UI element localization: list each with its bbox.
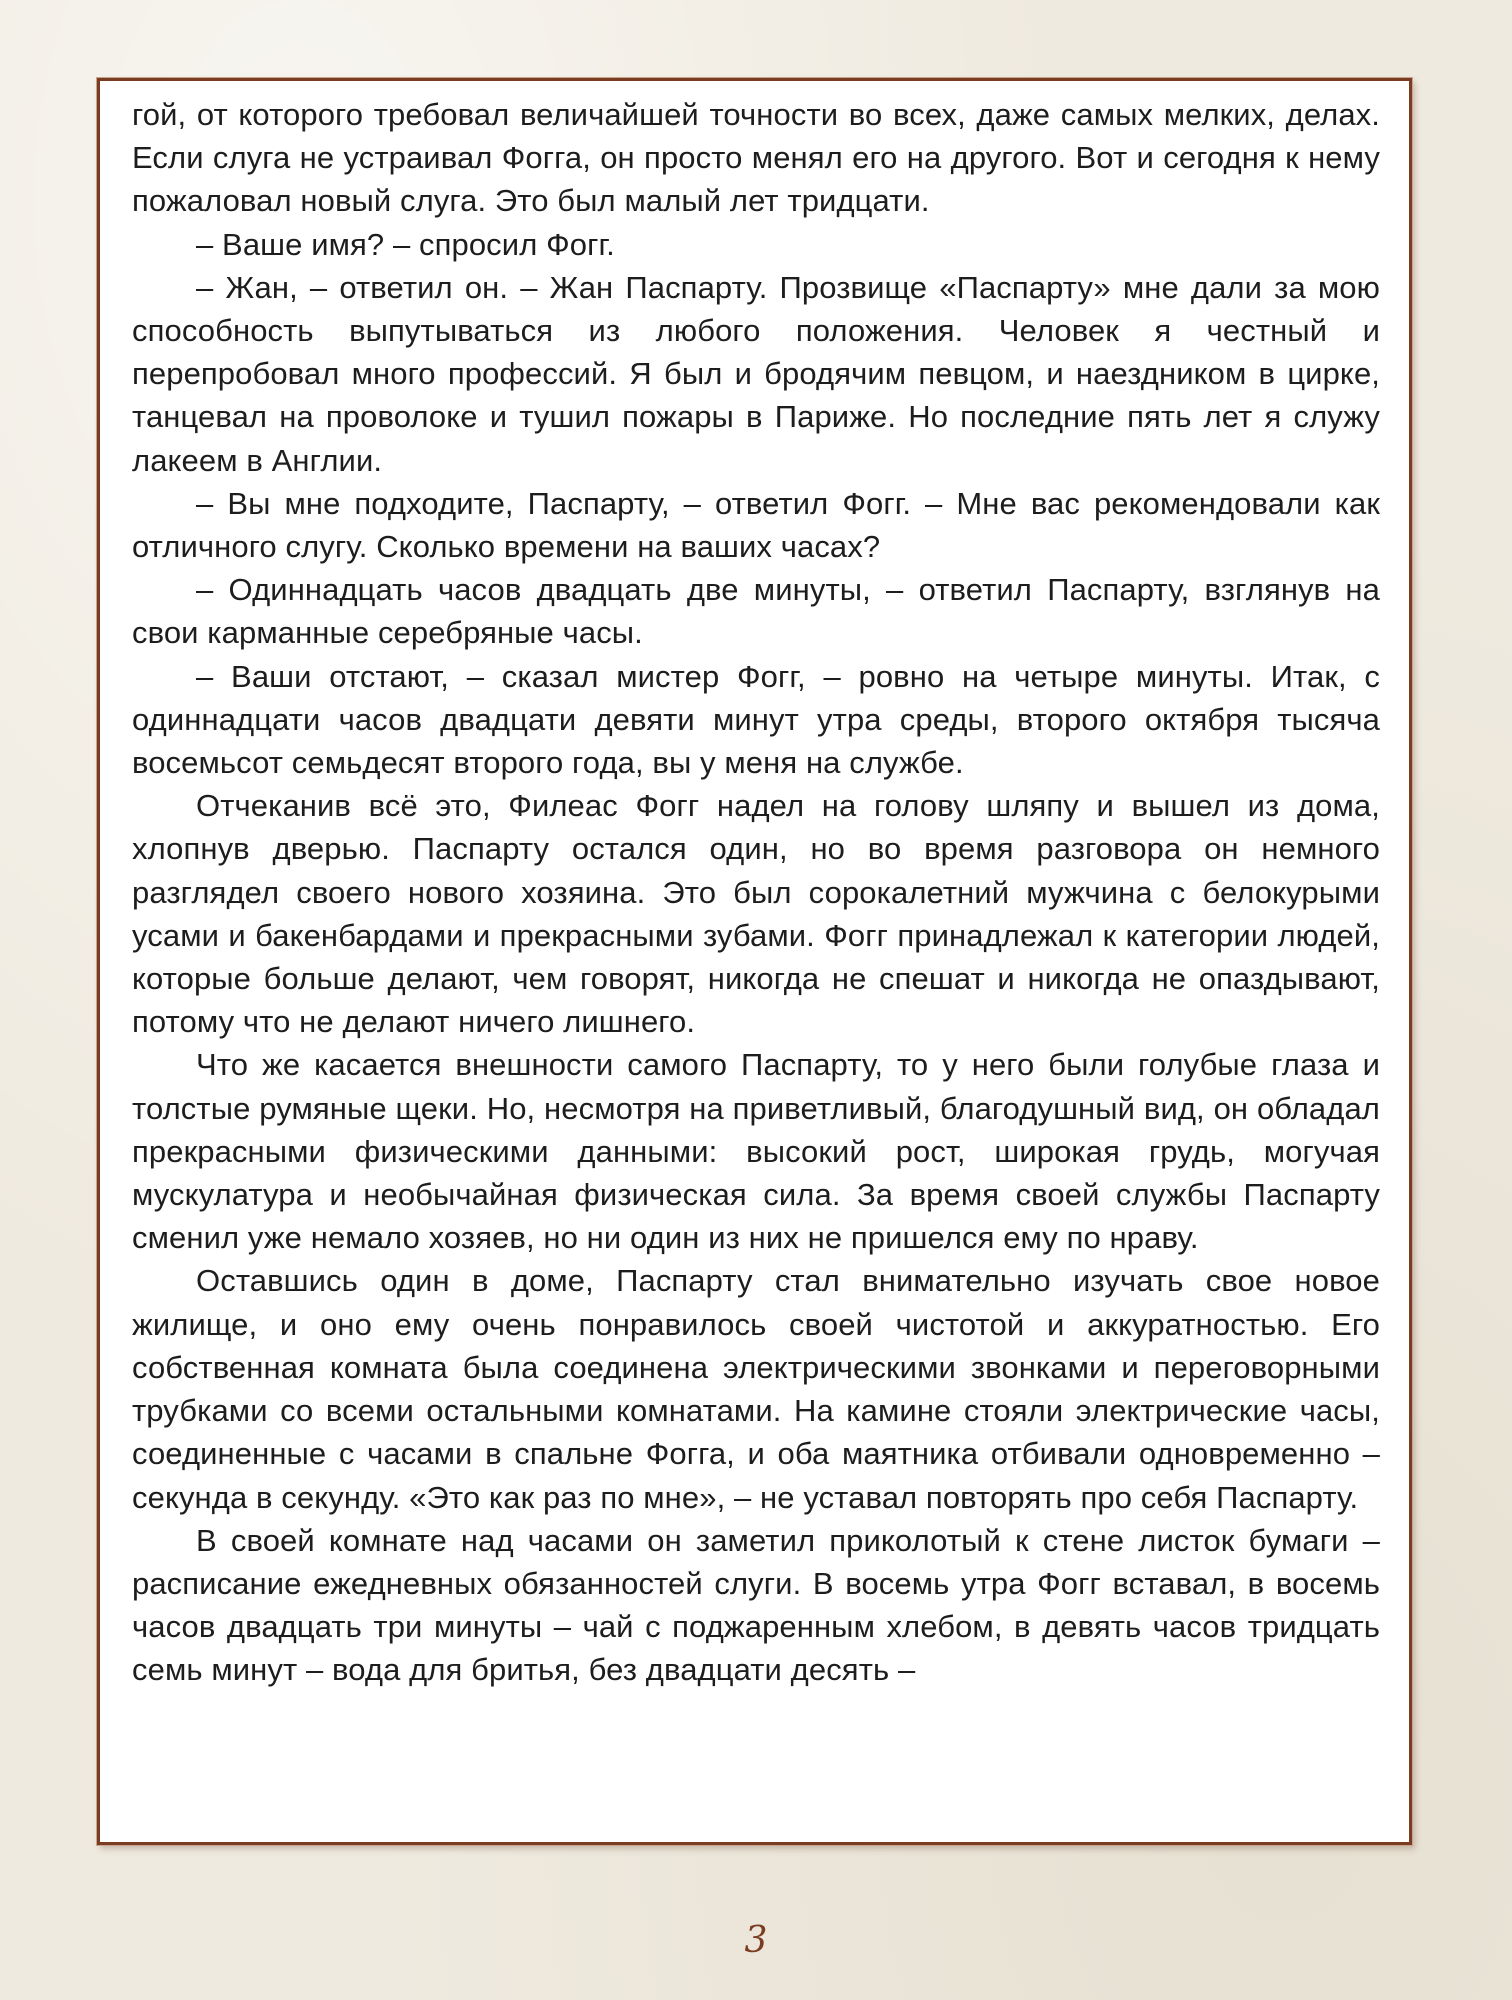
paragraph-continuation: гой, от которого требовал величайшей точности во всех, даже самых мелких, делах. Если слуга не устраивал Фогга, он просто менял его на другого. Вот и сегодня к нему пожаловал новый слуга. Это был малый лет тридцати. (132, 97, 1380, 219)
paragraph-house-exploration: Оставшись один в доме, Паспарту стал внимательно изучать свое новое жилище, и оно ему очень понравилось своей чистотой и аккуратностью. Его собственная комната была соединена электрическими звонками и переговорными трубками со всеми остальными комнатами. На камине стояли электрические часы, соединенные с часами в спальне Фогга, и оба маятника отбивали одновременно – секунда в секунду. «Это как раз по мне», – не уставал повторять про себя Паспарту. (132, 1263, 1380, 1515)
paragraph-dialogue-fogg-hire: – Ваши отстают, – сказал мистер Фогг, – ровно на четыре минуты. Итак, с одиннадцати часов двадцати девяти минут утра среды, второго октября тысяча восемьсот семьдесят второго года, вы у меня на службе. (132, 658, 1380, 781)
paragraph-schedule: В своей комнате над часами он заметил приколотый к стене листок бумаги – расписание ежедневных обязанностей слуги. В восемь утра Фогг вставал, в восемь часов двадцать три минуты – чай с поджаренным хлебом, в девять часов тридцать семь минут – вода для бритья, без двадцати десять – (132, 1522, 1380, 1688)
paragraph-dialogue-fogg-time-question: – Вы мне подходите, Паспарту, – ответил Фогг. – Мне вас рекомендовали как отличного слугу. Сколько времени на ваших часах? (132, 485, 1380, 565)
paragraph-fogg-description: Отчеканив всё это, Филеас Фогг надел на голову шляпу и вышел из дома, хлопнув дверью. Паспарту остался один, но во время разговора он немного разглядел своего нового хозяина. Это был сорокалетний мужчина с белокурыми усами и бакенбардами и прекрасными зубами. Фогг принадлежал к категории людей, которые больше делают, чем говорят, никогда не спешат и никогда не опаздывают, потому что не делают ничего лишнего. (132, 788, 1380, 1040)
paragraph-passepartout-description: Что же касается внешности самого Паспарту, то у него были голубые глаза и толстые румяные щеки. Но, несмотря на приветливый, благодушный вид, он обладал прекрасными физическими данными: высокий рост, широкая грудь, могучая мускулатура и необычайная физическая сила. За время своей службы Паспарту сменил уже немало хозяев, но ни один из них не пришелся ему по нраву. (132, 1047, 1380, 1256)
page-number: 3 (744, 1920, 768, 1961)
text-frame (97, 78, 1412, 1845)
text-body (132, 93, 1380, 1692)
paragraph-dialogue-name-question: – Ваше имя? – спросил Фогг. (196, 226, 615, 262)
paragraph-dialogue-time-answer: – Одиннадцать часов двадцать две минуты, – ответил Паспарту, взглянув на свои карманные серебряные часы. (132, 572, 1380, 651)
paragraph-dialogue-jean-answer: – Жан, – ответил он. – Жан Паспарту. Прозвище «Паспарту» мне дали за мою способность выпутываться из любого положения. Человек я честный и перепробовал много профессий. Я был и бродячим певцом, и наездником в цирке, танцевал на проволоке и тушил пожары в Париже. Но последние пять лет я служу лакеем в Англии. (132, 269, 1380, 478)
